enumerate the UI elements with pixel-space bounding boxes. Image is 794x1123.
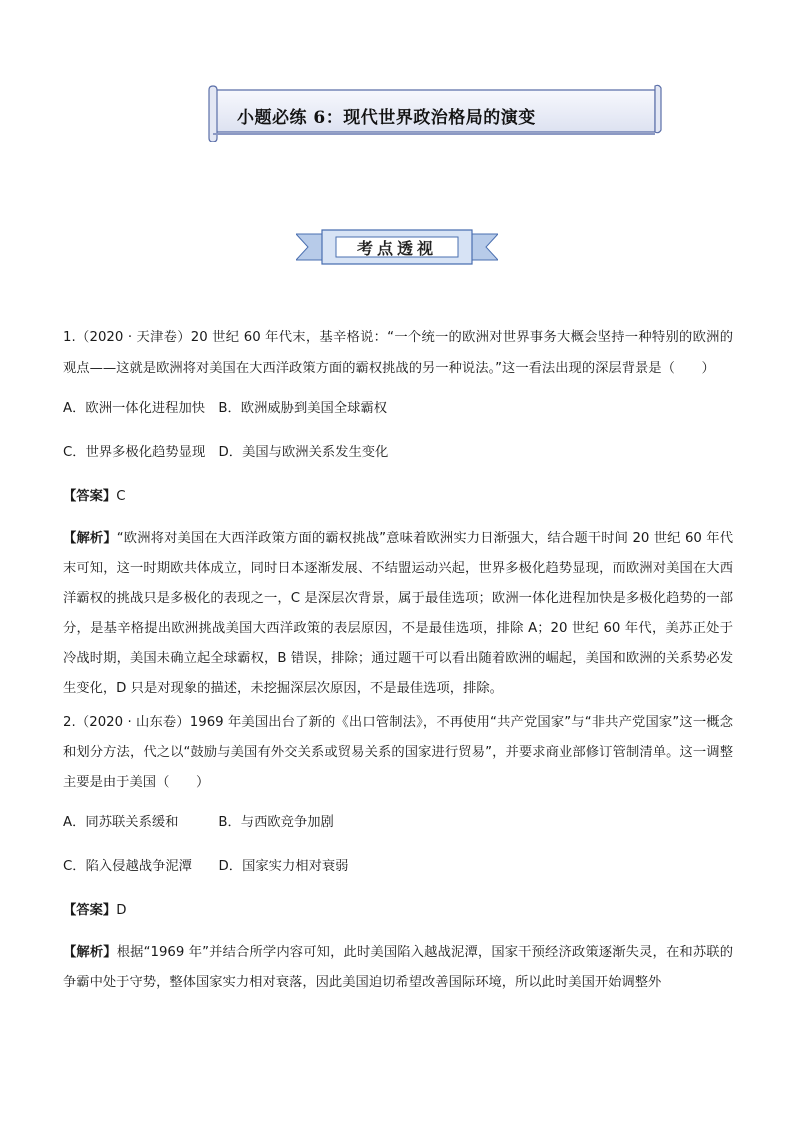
options-row: A．同苏联关系缓和 B．与西欧竞争加剧 [63,815,334,830]
answer-label: 【答案】 [63,489,117,504]
analysis-text: “欧洲将对美国在大西洋政策方面的霸权挑战”意味着欧洲实力日渐强大，结合题干时间 20 世纪 60 年代末可知，这一时期欧共体成立，同时日本逐渐发展、不结盟运动兴起，世界多极化趋势显现，而欧洲对美国在大西洋霸权的挑战只是多极化的表现之一，C 是深层次背景，属于最佳选项；欧洲一体化进程加快是多极化趋势的一部分，是基辛格提出欧洲挑战美国大西洋政策的表层原因，不是最佳选项，排除 A；20 世纪 60 年代，美苏正处于冷战时期，美国未确立起全球霸权，B 错误，排除；通过题干可以看出随着欧洲的崛起，美国和欧洲的关系势必发生变化，D 只是对现象的描述，未挖掘深层次原因，不是最佳选项，排除。 [63,531,734,696]
badge-label: 考点透视 [356,239,437,258]
options-row: C．陷入侵越战争泥潭 D．国家实力相对衰弱 [63,859,349,874]
page-title: 小题必练 6：现代世界政治格局的演变 [237,108,536,128]
question-2 [63,708,733,998]
answer-value: C [116,489,126,504]
options-row: A．欧洲一体化进程加快 B．欧洲威胁到美国全球霸权 [63,401,388,416]
analysis-paragraph [63,524,733,704]
answer-line [63,900,733,921]
question-stem: 1.（2020 · 天津卷）20 世纪 60 年代末，基辛格说：“一个统一的欧洲对世界事务大概会坚持一种特别的欧洲的观点——这就是欧洲将对美国在大西洋政策方面的霸权挑战的另一种说法。”这一看法出现的深层背景是（ ） [63,330,733,376]
answer-line [63,486,733,507]
section-badge [296,228,498,266]
analysis-text: 根据“1969 年”并结合所学内容可知，此时美国陷入越战泥潭，国家干预经济政策逐渐失灵，在和苏联的争霸中处于守势，整体国家实力相对衰落，因此美国迫切希望改善国际环境，所以此时美国开始调整外 [63,945,734,990]
answer-value: D [116,903,127,918]
analysis-label: 【解析】 [63,531,117,546]
options-row: C．世界多极化趋势显现 D．美国与欧洲关系发生变化 [63,445,389,460]
analysis-paragraph [63,938,733,998]
questions-body [63,322,733,998]
analysis-label: 【解析】 [63,945,117,960]
question-1 [63,322,733,704]
question-stem: 2.（2020 · 山东卷）1969 年美国出台了新的《出口管制法》，不再使用“共产党国家”与“非共产党国家”这一概念和划分方法，代之以“鼓励与美国有外交关系或贸易关系的国家进行贸易”，并要求商业部修订管制清单。这一调整主要是由于美国（ ） [63,715,733,790]
title-banner [207,84,663,142]
answer-label: 【答案】 [63,903,117,918]
